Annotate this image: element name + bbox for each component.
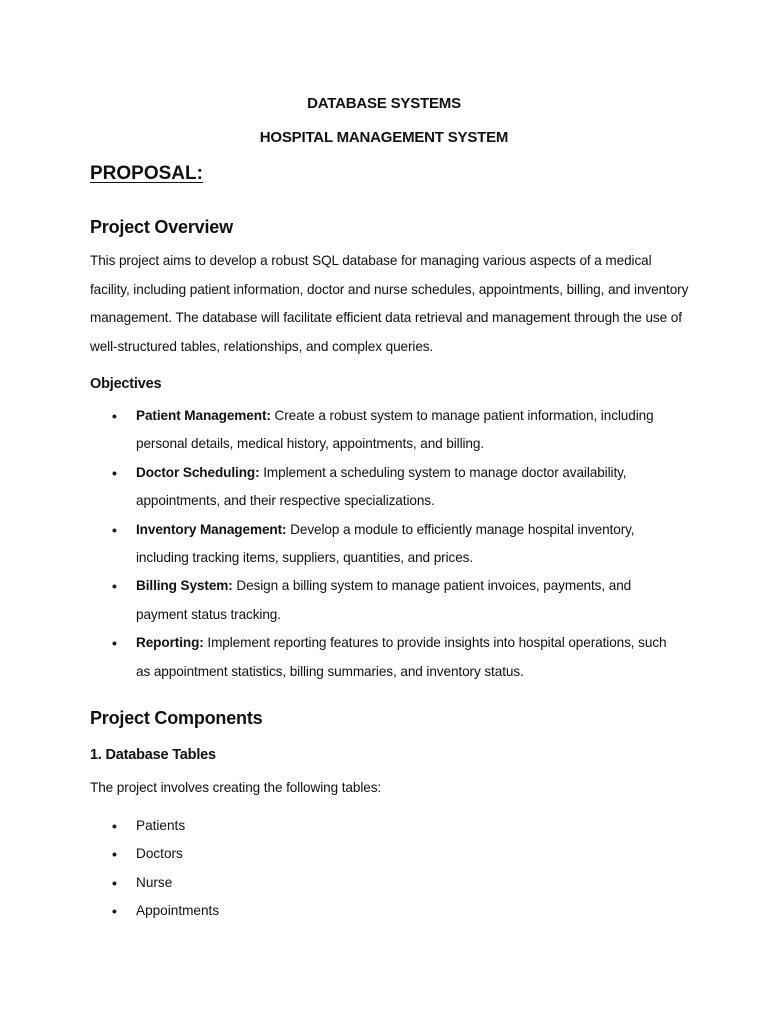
components-heading: Project Components (90, 708, 263, 728)
bullet-icon: • (112, 903, 117, 920)
objective-label: Doctor Scheduling: (136, 464, 260, 480)
bullet-icon: • (112, 578, 117, 595)
list-item (0, 812, 768, 840)
objectives-heading: Objectives (90, 376, 162, 392)
bullet-icon: • (112, 874, 117, 891)
objective-text: Develop a module to efficiently manage hospital inventory, including tracking items, suppliers, quantities, and prices. (136, 521, 635, 566)
document-title: HOSPITAL MANAGEMENT SYSTEM (259, 129, 509, 146)
bullet-icon: • (112, 464, 117, 481)
bullet-icon: • (112, 635, 117, 652)
bullet-icon: • (112, 408, 117, 424)
objective-item (0, 629, 676, 686)
tables-heading: 1. Database Tables (90, 747, 216, 763)
objective-label: Billing System: (136, 578, 233, 594)
objective-text: Create a robust system to manage patient information, including personal details, medical history, appointments, and billing. (136, 408, 654, 452)
bullet-icon: • (112, 521, 117, 538)
table-name: Doctors (136, 846, 183, 862)
objective-text: Implement a scheduling system to manage doctor availability, appointments, and their respective specializations. (136, 464, 627, 509)
overview-heading: Project Overview (90, 217, 233, 237)
objective-item (0, 516, 676, 573)
list-item (0, 840, 768, 868)
objective-label: Inventory Management: (136, 521, 287, 537)
list-item (0, 897, 768, 925)
objectives-list (0, 402, 768, 686)
table-name: Patients (136, 818, 186, 833)
list-item (0, 869, 768, 897)
table-name: Nurse (136, 874, 173, 890)
proposal-heading: PROPOSAL: (90, 163, 203, 184)
tables-list (0, 812, 768, 926)
objective-item (0, 572, 676, 629)
objective-label: Reporting: (136, 635, 204, 651)
bullet-icon: • (112, 818, 117, 834)
bullet-icon: • (112, 846, 117, 863)
objective-text: Implement reporting features to provide insights into hospital operations, such as appointment statistics, billing summaries, and inventory status. (136, 635, 667, 679)
table-name: Appointments (136, 903, 220, 919)
course-title: DATABASE SYSTEMS (307, 95, 461, 112)
overview-paragraph: This project aims to develop a robust SQL database for managing various aspects of a medical facility, including patient information, doctor and nurse schedules, appointments, billing, and inventory management. The database will facilitate efficient data retrieval and management through the use of well-structured tables, relationships, and complex queries. (90, 253, 689, 354)
objective-item (0, 402, 676, 459)
objective-item (0, 459, 676, 516)
tables-intro: The project involves creating the following tables: (90, 780, 382, 795)
objective-label: Patient Management: (136, 408, 271, 423)
objective-text: Design a billing system to manage patient invoices, payments, and payment status tracking. (136, 578, 632, 622)
